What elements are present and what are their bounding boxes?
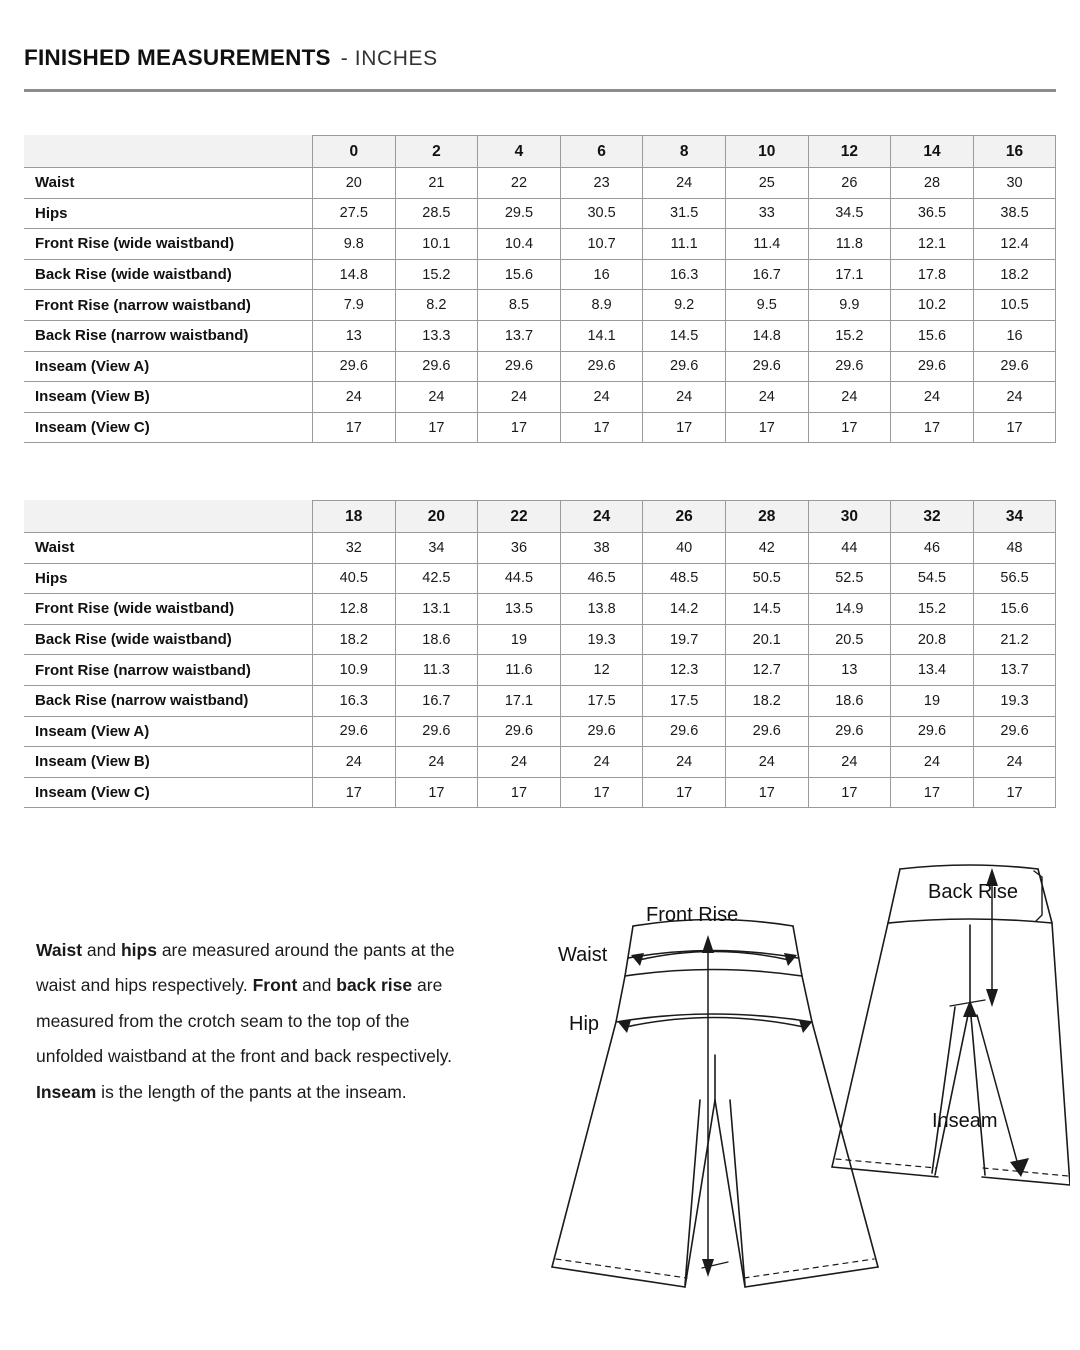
header-divider [24, 89, 1056, 92]
back-crotch-mark [950, 1000, 985, 1006]
row-label: Waist [25, 533, 313, 564]
row-label: Hips [25, 563, 313, 594]
measurement-cell: 10.1 [395, 229, 478, 260]
measurement-cell: 9.5 [725, 290, 808, 321]
measurement-cell: 12.7 [725, 655, 808, 686]
table-row [25, 290, 1056, 321]
measurement-cell: 25 [725, 168, 808, 199]
measurement-cell: 24 [395, 382, 478, 413]
description-emphasis: Front [252, 975, 298, 995]
measurement-cell: 11.1 [643, 229, 726, 260]
description-text: is the length of the pants at the inseam. [96, 1081, 407, 1102]
measurement-cell: 29.5 [478, 198, 561, 229]
measurement-cell: 18.6 [395, 624, 478, 655]
row-label: Front Rise (narrow waistband) [25, 655, 313, 686]
column-header-size-14: 14 [891, 136, 974, 168]
table-row [25, 594, 1056, 625]
measurement-cell: 29.6 [973, 351, 1056, 382]
measurement-cell: 19.7 [643, 624, 726, 655]
measurement-cell: 17 [891, 412, 974, 443]
measurement-cell: 54.5 [891, 563, 974, 594]
measurement-cell: 28.5 [395, 198, 478, 229]
measurement-cell: 15.6 [973, 594, 1056, 625]
measurement-cell: 14.5 [725, 594, 808, 625]
table-row [25, 412, 1056, 443]
measurement-cell: 15.2 [808, 320, 891, 351]
measurement-cell: 17.1 [808, 259, 891, 290]
measurement-cell: 10.9 [313, 655, 396, 686]
measurement-cell: 29.6 [478, 716, 561, 747]
measurement-cell: 8.9 [560, 290, 643, 321]
measurement-cell: 29.6 [891, 716, 974, 747]
table1-body [25, 168, 1056, 443]
measurement-cell: 13.7 [973, 655, 1056, 686]
table2-head [25, 501, 1056, 533]
measurement-cell: 20.8 [891, 624, 974, 655]
column-header-size-30: 30 [808, 501, 891, 533]
measurement-cell: 12.1 [891, 229, 974, 260]
measurement-cell: 15.6 [478, 259, 561, 290]
measurement-cell: 24 [478, 382, 561, 413]
table-row [25, 229, 1056, 260]
back-rise-label: Back Rise [928, 881, 1019, 903]
hip-label: Hip [569, 1013, 600, 1035]
measurement-cell: 9.8 [313, 229, 396, 260]
measurement-cell: 12.8 [313, 594, 396, 625]
measurement-cell: 10.5 [973, 290, 1056, 321]
front-pants-outline [552, 920, 878, 1288]
measurement-cell: 14.8 [725, 320, 808, 351]
measurement-cell: 29.6 [643, 716, 726, 747]
row-label: Inseam (View C) [25, 777, 313, 808]
measurement-cell: 17 [891, 777, 974, 808]
description-text: and [82, 939, 121, 960]
measurements-table-sizes-18-34 [24, 500, 1056, 808]
measurement-cell: 38.5 [973, 198, 1056, 229]
measurement-cell: 19.3 [973, 685, 1056, 716]
measurement-cell: 12 [560, 655, 643, 686]
measurement-cell: 29.6 [313, 716, 396, 747]
measurement-cell: 24 [313, 382, 396, 413]
measurement-cell: 17 [643, 777, 726, 808]
row-label: Inseam (View B) [25, 382, 313, 413]
measurement-cell: 17 [808, 412, 891, 443]
measurement-cell: 20.5 [808, 624, 891, 655]
measurement-cell: 24 [891, 382, 974, 413]
measurement-cell: 50.5 [725, 563, 808, 594]
measurement-cell: 18.2 [313, 624, 396, 655]
measurement-cell: 36 [478, 533, 561, 564]
measurement-cell: 17 [478, 412, 561, 443]
measurement-cell: 24 [725, 747, 808, 778]
measurement-cell: 17 [313, 412, 396, 443]
measurement-cell: 15.2 [395, 259, 478, 290]
row-label: Front Rise (narrow waistband) [25, 290, 313, 321]
column-header-size-10: 10 [725, 136, 808, 168]
measurement-cell: 40 [643, 533, 726, 564]
measurement-cell: 22 [478, 168, 561, 199]
measurement-cell: 24 [560, 747, 643, 778]
measurement-cell: 16.7 [395, 685, 478, 716]
row-label: Inseam (View B) [25, 747, 313, 778]
column-header-size-32: 32 [891, 501, 974, 533]
table-row [25, 777, 1056, 808]
measurement-cell: 8.5 [478, 290, 561, 321]
column-header-size-12: 12 [808, 136, 891, 168]
column-header-size-0: 0 [313, 136, 396, 168]
measurement-cell: 17.1 [478, 685, 561, 716]
measurement-cell: 17 [478, 777, 561, 808]
measurement-cell: 24 [973, 747, 1056, 778]
measurement-cell: 16.7 [725, 259, 808, 290]
measurement-cell: 34.5 [808, 198, 891, 229]
measurement-cell: 56.5 [973, 563, 1056, 594]
measurement-cell: 13 [313, 320, 396, 351]
measurement-cell: 34 [395, 533, 478, 564]
measurement-cell: 38 [560, 533, 643, 564]
measurement-cell: 29.6 [560, 351, 643, 382]
measurement-cell: 29.6 [313, 351, 396, 382]
measurement-cell: 24 [891, 747, 974, 778]
measurement-cell: 11.3 [395, 655, 478, 686]
measurement-cell: 46.5 [560, 563, 643, 594]
page-title-units: - INCHES [340, 47, 438, 70]
measurement-cell: 33 [725, 198, 808, 229]
column-header-size-26: 26 [643, 501, 726, 533]
column-header-size-24: 24 [560, 501, 643, 533]
measurement-cell: 24 [643, 382, 726, 413]
measurement-cell: 29.6 [395, 716, 478, 747]
front-rise-label: Front Rise [646, 904, 739, 926]
row-label: Back Rise (narrow waistband) [25, 685, 313, 716]
measurement-cell: 29.6 [643, 351, 726, 382]
measurement-description [36, 933, 456, 1111]
measurement-cell: 20.1 [725, 624, 808, 655]
waist-label: Waist [558, 944, 608, 966]
measurement-cell: 16 [560, 259, 643, 290]
measurement-cell: 42 [725, 533, 808, 564]
table-row [25, 563, 1056, 594]
measurement-cell: 15.2 [891, 594, 974, 625]
measurement-cell: 29.6 [808, 716, 891, 747]
table-row [25, 168, 1056, 199]
measurement-cell: 24 [808, 382, 891, 413]
measurement-cell: 19.3 [560, 624, 643, 655]
column-header-size-34: 34 [973, 501, 1056, 533]
page-header [24, 45, 1056, 71]
description-emphasis: back rise [336, 975, 413, 995]
table-row [25, 533, 1056, 564]
page-title [24, 45, 1056, 71]
measurement-cell: 17 [313, 777, 396, 808]
table-row [25, 259, 1056, 290]
measurement-cell: 8.2 [395, 290, 478, 321]
measurement-cell: 24 [560, 382, 643, 413]
measurement-cell: 30.5 [560, 198, 643, 229]
hip-arrow [618, 1018, 812, 1034]
measurement-cell: 21 [395, 168, 478, 199]
inseam-upper-arrow [963, 1000, 977, 1017]
table-row [25, 198, 1056, 229]
measurement-cell: 14.2 [643, 594, 726, 625]
column-header-size-6: 6 [560, 136, 643, 168]
table-row [25, 351, 1056, 382]
measurement-cell: 24 [643, 168, 726, 199]
measurement-cell: 18.2 [973, 259, 1056, 290]
front-rise-arrow [702, 935, 714, 1277]
table2-body [25, 533, 1056, 808]
measurement-cell: 24 [395, 747, 478, 778]
measurement-cell: 30 [973, 168, 1056, 199]
measurement-cell: 29.6 [725, 716, 808, 747]
measurement-cell: 23 [560, 168, 643, 199]
row-label: Inseam (View A) [25, 716, 313, 747]
measurement-cell: 17 [725, 412, 808, 443]
row-label: Waist [25, 168, 313, 199]
measurement-cell: 36.5 [891, 198, 974, 229]
measurement-cell: 16 [973, 320, 1056, 351]
measurement-cell: 9.2 [643, 290, 726, 321]
measurement-cell: 17 [395, 777, 478, 808]
measurement-cell: 10.2 [891, 290, 974, 321]
measurement-cell: 24 [808, 747, 891, 778]
measurement-cell: 11.6 [478, 655, 561, 686]
measurements-table-sizes-0-16 [24, 135, 1056, 443]
measurement-cell: 24 [643, 747, 726, 778]
measurement-cell: 46 [891, 533, 974, 564]
row-label: Inseam (View A) [25, 351, 313, 382]
measurement-cell: 31.5 [643, 198, 726, 229]
measurement-cell: 10.7 [560, 229, 643, 260]
pants-measurement-diagram [540, 855, 1070, 1325]
measurement-cell: 17.5 [560, 685, 643, 716]
back-pants-outline [832, 865, 1070, 1185]
measurement-cell: 17.8 [891, 259, 974, 290]
column-header-size-28: 28 [725, 501, 808, 533]
measurement-cell: 14.1 [560, 320, 643, 351]
page-title-main: FINISHED MEASUREMENTS [24, 45, 331, 70]
table1-head [25, 136, 1056, 168]
measurement-cell: 7.9 [313, 290, 396, 321]
column-header-size-22: 22 [478, 501, 561, 533]
measurement-cell: 24 [973, 382, 1056, 413]
measurement-cell: 18.6 [808, 685, 891, 716]
measurement-cell: 27.5 [313, 198, 396, 229]
measurement-cell: 13.7 [478, 320, 561, 351]
measurement-cell: 13.3 [395, 320, 478, 351]
description-text: are measured around the pants at the waist and hips respectively. [36, 939, 455, 995]
back-hem-stitching [836, 1159, 1068, 1176]
measurement-cell: 29.6 [973, 716, 1056, 747]
table-row [25, 747, 1056, 778]
description-emphasis: Waist [36, 939, 83, 960]
measurement-cell: 44.5 [478, 563, 561, 594]
measurement-cell: 48.5 [643, 563, 726, 594]
measurement-cell: 52.5 [808, 563, 891, 594]
row-label: Hips [25, 198, 313, 229]
row-label: Inseam (View C) [25, 412, 313, 443]
table2-corner-cell [25, 501, 313, 533]
column-header-size-18: 18 [313, 501, 396, 533]
measurement-cell: 44 [808, 533, 891, 564]
measurement-cell: 17 [395, 412, 478, 443]
column-header-size-16: 16 [973, 136, 1056, 168]
measurement-cell: 19 [891, 685, 974, 716]
description-emphasis: Inseam [36, 1081, 97, 1102]
measurement-cell: 29.6 [891, 351, 974, 382]
measurement-cell: 18.2 [725, 685, 808, 716]
measurement-cell: 11.8 [808, 229, 891, 260]
measurement-cell: 40.5 [313, 563, 396, 594]
row-label: Back Rise (narrow waistband) [25, 320, 313, 351]
measurement-cell: 13.1 [395, 594, 478, 625]
measurement-cell: 28 [891, 168, 974, 199]
column-header-size-2: 2 [395, 136, 478, 168]
column-header-size-4: 4 [478, 136, 561, 168]
description-text: are measured from the crotch seam to the top of the unfolded waistband at the front and back respectively. [36, 975, 453, 1066]
row-label: Front Rise (wide waistband) [25, 229, 313, 260]
description-text: and [297, 975, 337, 995]
row-label: Front Rise (wide waistband) [25, 594, 313, 625]
measurement-cell: 24 [725, 382, 808, 413]
measurement-cell: 17 [560, 412, 643, 443]
measurement-cell: 17.5 [643, 685, 726, 716]
inseam-label: Inseam [932, 1110, 998, 1132]
measurement-cell: 29.6 [725, 351, 808, 382]
measurement-cell: 10.4 [478, 229, 561, 260]
measurement-cell: 16.3 [643, 259, 726, 290]
measurement-cell: 29.6 [395, 351, 478, 382]
measurement-cell: 13.4 [891, 655, 974, 686]
measurement-cell: 12.4 [973, 229, 1056, 260]
measurement-cell: 17 [725, 777, 808, 808]
table-header-row [25, 501, 1056, 533]
measurement-cell: 13.8 [560, 594, 643, 625]
measurement-cell: 29.6 [560, 716, 643, 747]
table-row [25, 655, 1056, 686]
measurement-cell: 17 [643, 412, 726, 443]
measurement-cell: 29.6 [478, 351, 561, 382]
description-emphasis: hips [120, 939, 157, 960]
table1-corner-cell [25, 136, 313, 168]
inseam-arrow [977, 1015, 1029, 1177]
measurement-cell: 32 [313, 533, 396, 564]
measurement-cell: 17 [973, 777, 1056, 808]
row-label: Back Rise (wide waistband) [25, 624, 313, 655]
measurement-cell: 24 [313, 747, 396, 778]
column-header-size-8: 8 [643, 136, 726, 168]
table-row [25, 716, 1056, 747]
row-label: Back Rise (wide waistband) [25, 259, 313, 290]
measurement-cell: 13.5 [478, 594, 561, 625]
measurement-cell: 13 [808, 655, 891, 686]
measurement-cell: 17 [808, 777, 891, 808]
table-row [25, 685, 1056, 716]
measurement-cell: 15.6 [891, 320, 974, 351]
measurement-cell: 26 [808, 168, 891, 199]
measurement-cell: 14.9 [808, 594, 891, 625]
table-row [25, 382, 1056, 413]
column-header-size-20: 20 [395, 501, 478, 533]
measurement-cell: 17 [560, 777, 643, 808]
measurement-cell: 21.2 [973, 624, 1056, 655]
table-row [25, 320, 1056, 351]
measurement-cell: 14.5 [643, 320, 726, 351]
measurement-cell: 48 [973, 533, 1056, 564]
measurement-cell: 17 [973, 412, 1056, 443]
measurement-cell: 14.8 [313, 259, 396, 290]
table-row [25, 624, 1056, 655]
measurement-cell: 20 [313, 168, 396, 199]
table-header-row [25, 136, 1056, 168]
measurement-cell: 11.4 [725, 229, 808, 260]
measurement-cell: 19 [478, 624, 561, 655]
measurement-cell: 9.9 [808, 290, 891, 321]
measurement-cell: 24 [478, 747, 561, 778]
measurement-cell: 12.3 [643, 655, 726, 686]
measurement-cell: 42.5 [395, 563, 478, 594]
measurement-cell: 16.3 [313, 685, 396, 716]
measurement-cell: 29.6 [808, 351, 891, 382]
